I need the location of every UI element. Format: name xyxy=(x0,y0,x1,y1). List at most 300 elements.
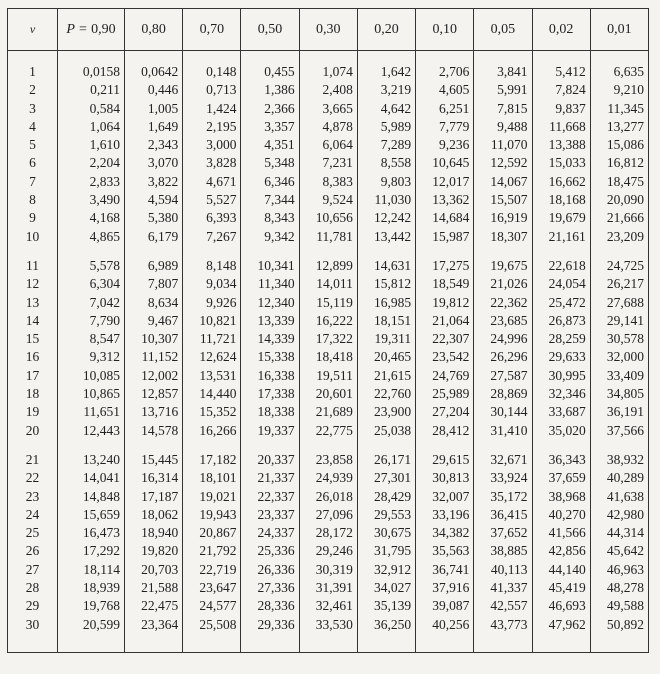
chi-square-value: 44,314 xyxy=(590,524,648,542)
chi-square-value: 30,319 xyxy=(299,561,357,579)
chi-square-value: 28,259 xyxy=(532,330,590,348)
chi-square-value: 15,033 xyxy=(532,154,590,172)
table-row xyxy=(8,542,649,560)
chi-square-value: 1,074 xyxy=(299,51,357,82)
chi-square-value: 11,781 xyxy=(299,228,357,246)
degrees-of-freedom: 12 xyxy=(8,275,58,293)
header-p-prefix: P = xyxy=(66,21,92,37)
chi-square-value: 12,592 xyxy=(474,154,532,172)
chi-square-value: 23,858 xyxy=(299,440,357,469)
header-col: 0,50 xyxy=(241,9,299,51)
table-row xyxy=(8,312,649,330)
chi-square-value: 25,989 xyxy=(416,385,474,403)
chi-square-value: 5,380 xyxy=(125,209,183,227)
table-row xyxy=(8,51,649,82)
chi-square-value: 16,919 xyxy=(474,209,532,227)
chi-square-value: 14,848 xyxy=(58,488,125,506)
chi-square-value: 26,336 xyxy=(241,561,299,579)
chi-square-value: 14,631 xyxy=(357,246,415,275)
header-row xyxy=(8,9,649,51)
table-row xyxy=(8,348,649,366)
header-col: 0,10 xyxy=(416,9,474,51)
chi-square-value: 3,828 xyxy=(183,154,241,172)
chi-square-value: 14,578 xyxy=(125,422,183,440)
chi-square-value: 33,924 xyxy=(474,469,532,487)
table-row xyxy=(8,597,649,615)
table-row xyxy=(8,246,649,275)
chi-square-value: 37,916 xyxy=(416,579,474,597)
chi-square-value: 1,064 xyxy=(58,118,125,136)
table-row xyxy=(8,136,649,154)
chi-square-value: 26,171 xyxy=(357,440,415,469)
degrees-of-freedom: 23 xyxy=(8,488,58,506)
chi-square-value: 12,899 xyxy=(299,246,357,275)
chi-square-value: 27,587 xyxy=(474,367,532,385)
degrees-of-freedom: 11 xyxy=(8,246,58,275)
degrees-of-freedom: 27 xyxy=(8,561,58,579)
degrees-of-freedom: 13 xyxy=(8,294,58,312)
chi-square-value: 26,873 xyxy=(532,312,590,330)
chi-square-value: 7,815 xyxy=(474,100,532,118)
chi-square-value: 18,418 xyxy=(299,348,357,366)
chi-square-value: 1,424 xyxy=(183,100,241,118)
chi-square-value: 8,634 xyxy=(125,294,183,312)
chi-square-value: 6,989 xyxy=(125,246,183,275)
chi-square-value: 1,005 xyxy=(125,100,183,118)
table-body xyxy=(8,51,649,653)
chi-square-value: 11,030 xyxy=(357,191,415,209)
chi-square-value: 8,558 xyxy=(357,154,415,172)
chi-square-value: 15,659 xyxy=(58,506,125,524)
chi-square-value: 2,706 xyxy=(416,51,474,82)
chi-square-value: 34,805 xyxy=(590,385,648,403)
chi-square-value: 13,240 xyxy=(58,440,125,469)
chi-square-value: 17,338 xyxy=(241,385,299,403)
chi-square-value: 7,231 xyxy=(299,154,357,172)
degrees-of-freedom: 26 xyxy=(8,542,58,560)
chi-square-value: 24,054 xyxy=(532,275,590,293)
chi-square-value: 16,314 xyxy=(125,469,183,487)
header-p xyxy=(58,9,125,51)
chi-square-value: 24,769 xyxy=(416,367,474,385)
chi-square-value: 17,322 xyxy=(299,330,357,348)
chi-square-value: 17,182 xyxy=(183,440,241,469)
chi-square-value: 15,987 xyxy=(416,228,474,246)
chi-square-value: 0,455 xyxy=(241,51,299,82)
chi-square-value: 13,531 xyxy=(183,367,241,385)
chi-square-value: 3,219 xyxy=(357,81,415,99)
chi-square-value: 20,703 xyxy=(125,561,183,579)
chi-square-value: 15,445 xyxy=(125,440,183,469)
degrees-of-freedom: 8 xyxy=(8,191,58,209)
chi-square-value: 27,204 xyxy=(416,403,474,421)
chi-square-value: 12,857 xyxy=(125,385,183,403)
degrees-of-freedom: 21 xyxy=(8,440,58,469)
degrees-of-freedom: 9 xyxy=(8,209,58,227)
chi-square-value: 37,566 xyxy=(590,422,648,440)
chi-square-value: 47,962 xyxy=(532,616,590,653)
chi-square-value: 23,685 xyxy=(474,312,532,330)
chi-square-value: 8,547 xyxy=(58,330,125,348)
header-p-value: 0,90 xyxy=(91,21,116,37)
chi-square-value: 11,345 xyxy=(590,100,648,118)
chi-square-value: 19,768 xyxy=(58,597,125,615)
chi-square-value: 15,507 xyxy=(474,191,532,209)
chi-square-value: 27,336 xyxy=(241,579,299,597)
chi-square-value: 10,656 xyxy=(299,209,357,227)
chi-square-value: 6,251 xyxy=(416,100,474,118)
chi-square-value: 18,114 xyxy=(58,561,125,579)
chi-square-value: 29,141 xyxy=(590,312,648,330)
chi-square-value: 24,996 xyxy=(474,330,532,348)
chi-square-value: 23,542 xyxy=(416,348,474,366)
chi-square-value: 4,865 xyxy=(58,228,125,246)
chi-square-value: 19,820 xyxy=(125,542,183,560)
chi-square-value: 21,615 xyxy=(357,367,415,385)
chi-square-value: 19,679 xyxy=(532,209,590,227)
chi-square-value: 4,594 xyxy=(125,191,183,209)
degrees-of-freedom: 17 xyxy=(8,367,58,385)
chi-square-value: 13,442 xyxy=(357,228,415,246)
chi-square-value: 20,465 xyxy=(357,348,415,366)
chi-square-value: 30,813 xyxy=(416,469,474,487)
chi-square-value: 24,725 xyxy=(590,246,648,275)
chi-square-value: 11,651 xyxy=(58,403,125,421)
chi-square-value: 29,336 xyxy=(241,616,299,653)
chi-square-value: 19,812 xyxy=(416,294,474,312)
chi-square-value: 35,563 xyxy=(416,542,474,560)
chi-square-value: 19,311 xyxy=(357,330,415,348)
degrees-of-freedom: 28 xyxy=(8,579,58,597)
chi-square-value: 7,824 xyxy=(532,81,590,99)
chi-square-value: 8,343 xyxy=(241,209,299,227)
header-col: 0,05 xyxy=(474,9,532,51)
chi-square-value: 21,666 xyxy=(590,209,648,227)
chi-square-value: 16,338 xyxy=(241,367,299,385)
chi-square-value: 30,675 xyxy=(357,524,415,542)
chi-square-value: 2,195 xyxy=(183,118,241,136)
table-row xyxy=(8,275,649,293)
chi-square-value: 13,716 xyxy=(125,403,183,421)
degrees-of-freedom: 29 xyxy=(8,597,58,615)
table-row xyxy=(8,154,649,172)
chi-square-value: 5,527 xyxy=(183,191,241,209)
chi-square-value: 22,337 xyxy=(241,488,299,506)
chi-square-value: 6,635 xyxy=(590,51,648,82)
chi-square-value: 9,837 xyxy=(532,100,590,118)
chi-square-value: 0,148 xyxy=(183,51,241,82)
chi-square-value: 9,034 xyxy=(183,275,241,293)
chi-square-value: 27,688 xyxy=(590,294,648,312)
chi-square-value: 32,346 xyxy=(532,385,590,403)
chi-square-table xyxy=(7,8,649,653)
chi-square-value: 4,605 xyxy=(416,81,474,99)
chi-square-value: 9,342 xyxy=(241,228,299,246)
chi-square-value: 3,841 xyxy=(474,51,532,82)
chi-square-value: 1,642 xyxy=(357,51,415,82)
chi-square-value: 24,939 xyxy=(299,469,357,487)
chi-square-value: 13,388 xyxy=(532,136,590,154)
chi-square-value: 35,172 xyxy=(474,488,532,506)
chi-square-value: 13,339 xyxy=(241,312,299,330)
chi-square-value: 9,926 xyxy=(183,294,241,312)
chi-square-value: 33,196 xyxy=(416,506,474,524)
chi-square-value: 9,524 xyxy=(299,191,357,209)
chi-square-value: 15,086 xyxy=(590,136,648,154)
chi-square-value: 2,833 xyxy=(58,173,125,191)
chi-square-value: 5,348 xyxy=(241,154,299,172)
table-row xyxy=(8,191,649,209)
table-row xyxy=(8,100,649,118)
chi-square-value: 24,577 xyxy=(183,597,241,615)
chi-square-value: 2,408 xyxy=(299,81,357,99)
chi-square-value: 13,277 xyxy=(590,118,648,136)
chi-square-value: 14,684 xyxy=(416,209,474,227)
chi-square-value: 35,139 xyxy=(357,597,415,615)
chi-square-value: 42,856 xyxy=(532,542,590,560)
header-col: 0,02 xyxy=(532,9,590,51)
chi-square-value: 18,168 xyxy=(532,191,590,209)
degrees-of-freedom: 14 xyxy=(8,312,58,330)
chi-square-value: 7,344 xyxy=(241,191,299,209)
chi-square-value: 10,085 xyxy=(58,367,125,385)
table-row xyxy=(8,173,649,191)
chi-square-value: 16,812 xyxy=(590,154,648,172)
chi-square-value: 15,338 xyxy=(241,348,299,366)
degrees-of-freedom: 2 xyxy=(8,81,58,99)
chi-square-value: 41,638 xyxy=(590,488,648,506)
table-row xyxy=(8,561,649,579)
chi-square-value: 36,415 xyxy=(474,506,532,524)
chi-square-value: 30,578 xyxy=(590,330,648,348)
chi-square-value: 30,995 xyxy=(532,367,590,385)
chi-square-value: 46,963 xyxy=(590,561,648,579)
chi-square-value: 20,090 xyxy=(590,191,648,209)
chi-square-value: 20,599 xyxy=(58,616,125,653)
chi-square-value: 4,351 xyxy=(241,136,299,154)
chi-square-value: 25,508 xyxy=(183,616,241,653)
chi-square-value: 14,067 xyxy=(474,173,532,191)
chi-square-value: 12,624 xyxy=(183,348,241,366)
chi-square-value: 7,790 xyxy=(58,312,125,330)
chi-square-value: 38,968 xyxy=(532,488,590,506)
chi-square-value: 4,671 xyxy=(183,173,241,191)
chi-square-value: 28,336 xyxy=(241,597,299,615)
chi-square-value: 19,675 xyxy=(474,246,532,275)
chi-square-value: 45,642 xyxy=(590,542,648,560)
chi-square-value: 17,275 xyxy=(416,246,474,275)
chi-square-value: 31,391 xyxy=(299,579,357,597)
chi-square-value: 9,467 xyxy=(125,312,183,330)
chi-square-value: 6,179 xyxy=(125,228,183,246)
table-row xyxy=(8,294,649,312)
header-col: 0,80 xyxy=(125,9,183,51)
chi-square-value: 40,256 xyxy=(416,616,474,653)
chi-square-value: 28,412 xyxy=(416,422,474,440)
chi-square-value: 26,296 xyxy=(474,348,532,366)
chi-square-value: 22,362 xyxy=(474,294,532,312)
chi-square-value: 22,719 xyxy=(183,561,241,579)
chi-square-value: 5,989 xyxy=(357,118,415,136)
degrees-of-freedom: 6 xyxy=(8,154,58,172)
chi-square-value: 11,152 xyxy=(125,348,183,366)
chi-square-value: 18,307 xyxy=(474,228,532,246)
chi-square-value: 7,042 xyxy=(58,294,125,312)
chi-square-value: 34,027 xyxy=(357,579,415,597)
chi-square-value: 6,304 xyxy=(58,275,125,293)
degrees-of-freedom: 7 xyxy=(8,173,58,191)
chi-square-value: 23,647 xyxy=(183,579,241,597)
chi-square-value: 12,017 xyxy=(416,173,474,191)
chi-square-value: 11,340 xyxy=(241,275,299,293)
chi-square-value: 10,341 xyxy=(241,246,299,275)
chi-square-value: 19,943 xyxy=(183,506,241,524)
chi-square-value: 33,530 xyxy=(299,616,357,653)
chi-square-value: 1,610 xyxy=(58,136,125,154)
chi-square-value: 18,475 xyxy=(590,173,648,191)
chi-square-value: 33,687 xyxy=(532,403,590,421)
chi-square-value: 1,649 xyxy=(125,118,183,136)
chi-square-value: 17,187 xyxy=(125,488,183,506)
chi-square-value: 15,352 xyxy=(183,403,241,421)
degrees-of-freedom: 5 xyxy=(8,136,58,154)
table-row xyxy=(8,228,649,246)
chi-square-value: 21,026 xyxy=(474,275,532,293)
chi-square-value: 25,472 xyxy=(532,294,590,312)
table-row xyxy=(8,579,649,597)
table-row xyxy=(8,469,649,487)
chi-square-value: 3,070 xyxy=(125,154,183,172)
chi-square-value: 9,210 xyxy=(590,81,648,99)
table-row xyxy=(8,81,649,99)
degrees-of-freedom: 1 xyxy=(8,51,58,82)
chi-square-value: 16,985 xyxy=(357,294,415,312)
header-col: 0,70 xyxy=(183,9,241,51)
chi-square-value: 44,140 xyxy=(532,561,590,579)
chi-square-value: 40,270 xyxy=(532,506,590,524)
chi-square-value: 35,020 xyxy=(532,422,590,440)
chi-square-value: 27,301 xyxy=(357,469,415,487)
chi-square-value: 7,289 xyxy=(357,136,415,154)
chi-square-value: 18,062 xyxy=(125,506,183,524)
chi-square-value: 36,343 xyxy=(532,440,590,469)
chi-square-value: 19,021 xyxy=(183,488,241,506)
chi-square-value: 7,779 xyxy=(416,118,474,136)
chi-square-value: 28,869 xyxy=(474,385,532,403)
chi-square-value: 0,211 xyxy=(58,81,125,99)
chi-square-value: 46,693 xyxy=(532,597,590,615)
table-row xyxy=(8,209,649,227)
chi-square-value: 10,821 xyxy=(183,312,241,330)
chi-square-value: 30,144 xyxy=(474,403,532,421)
header-col: 0,20 xyxy=(357,9,415,51)
chi-square-value: 42,980 xyxy=(590,506,648,524)
chi-square-value: 38,932 xyxy=(590,440,648,469)
chi-square-value: 4,878 xyxy=(299,118,357,136)
chi-square-value: 6,346 xyxy=(241,173,299,191)
chi-square-value: 2,343 xyxy=(125,136,183,154)
chi-square-value: 11,668 xyxy=(532,118,590,136)
chi-square-value: 1,386 xyxy=(241,81,299,99)
chi-square-value: 17,292 xyxy=(58,542,125,560)
chi-square-value: 38,885 xyxy=(474,542,532,560)
chi-square-value: 22,475 xyxy=(125,597,183,615)
table-row xyxy=(8,440,649,469)
chi-square-value: 23,364 xyxy=(125,616,183,653)
header-col: 0,01 xyxy=(590,9,648,51)
chi-square-value: 12,340 xyxy=(241,294,299,312)
chi-square-value: 0,0642 xyxy=(125,51,183,82)
chi-square-value: 16,266 xyxy=(183,422,241,440)
chi-square-value: 18,101 xyxy=(183,469,241,487)
chi-square-value: 28,429 xyxy=(357,488,415,506)
chi-square-value: 23,900 xyxy=(357,403,415,421)
chi-square-value: 45,419 xyxy=(532,579,590,597)
chi-square-value: 32,461 xyxy=(299,597,357,615)
chi-square-value: 15,119 xyxy=(299,294,357,312)
table-row xyxy=(8,506,649,524)
degrees-of-freedom: 3 xyxy=(8,100,58,118)
chi-square-value: 41,566 xyxy=(532,524,590,542)
chi-square-value: 22,775 xyxy=(299,422,357,440)
table-row xyxy=(8,488,649,506)
chi-square-value: 21,161 xyxy=(532,228,590,246)
chi-square-value: 3,000 xyxy=(183,136,241,154)
chi-square-value: 5,991 xyxy=(474,81,532,99)
chi-square-value: 9,803 xyxy=(357,173,415,191)
chi-square-value: 12,242 xyxy=(357,209,415,227)
chi-square-value: 36,741 xyxy=(416,561,474,579)
degrees-of-freedom: 25 xyxy=(8,524,58,542)
chi-square-value: 0,584 xyxy=(58,100,125,118)
chi-square-value: 14,041 xyxy=(58,469,125,487)
chi-square-value: 21,588 xyxy=(125,579,183,597)
chi-square-value: 43,773 xyxy=(474,616,532,653)
chi-square-value: 18,549 xyxy=(416,275,474,293)
chi-square-value: 3,490 xyxy=(58,191,125,209)
chi-square-value: 32,007 xyxy=(416,488,474,506)
table-row xyxy=(8,118,649,136)
chi-square-value: 29,615 xyxy=(416,440,474,469)
chi-square-value: 2,204 xyxy=(58,154,125,172)
chi-square-value: 18,338 xyxy=(241,403,299,421)
chi-square-value: 4,642 xyxy=(357,100,415,118)
chi-square-value: 18,940 xyxy=(125,524,183,542)
chi-square-value: 13,362 xyxy=(416,191,474,209)
chi-square-value: 50,892 xyxy=(590,616,648,653)
chi-square-value: 26,018 xyxy=(299,488,357,506)
chi-square-value: 10,645 xyxy=(416,154,474,172)
chi-square-value: 22,307 xyxy=(416,330,474,348)
chi-square-value: 10,307 xyxy=(125,330,183,348)
chi-square-value: 2,366 xyxy=(241,100,299,118)
chi-square-value: 0,713 xyxy=(183,81,241,99)
chi-square-value: 11,721 xyxy=(183,330,241,348)
chi-square-value: 20,337 xyxy=(241,440,299,469)
chi-square-value: 16,473 xyxy=(58,524,125,542)
chi-square-value: 0,0158 xyxy=(58,51,125,82)
chi-square-value: 18,151 xyxy=(357,312,415,330)
chi-square-value: 12,002 xyxy=(125,367,183,385)
chi-square-value: 12,443 xyxy=(58,422,125,440)
chi-square-value: 42,557 xyxy=(474,597,532,615)
chi-square-value: 32,000 xyxy=(590,348,648,366)
degrees-of-freedom: 24 xyxy=(8,506,58,524)
table-row xyxy=(8,385,649,403)
chi-square-value: 37,659 xyxy=(532,469,590,487)
chi-square-value: 19,511 xyxy=(299,367,357,385)
chi-square-value: 9,312 xyxy=(58,348,125,366)
